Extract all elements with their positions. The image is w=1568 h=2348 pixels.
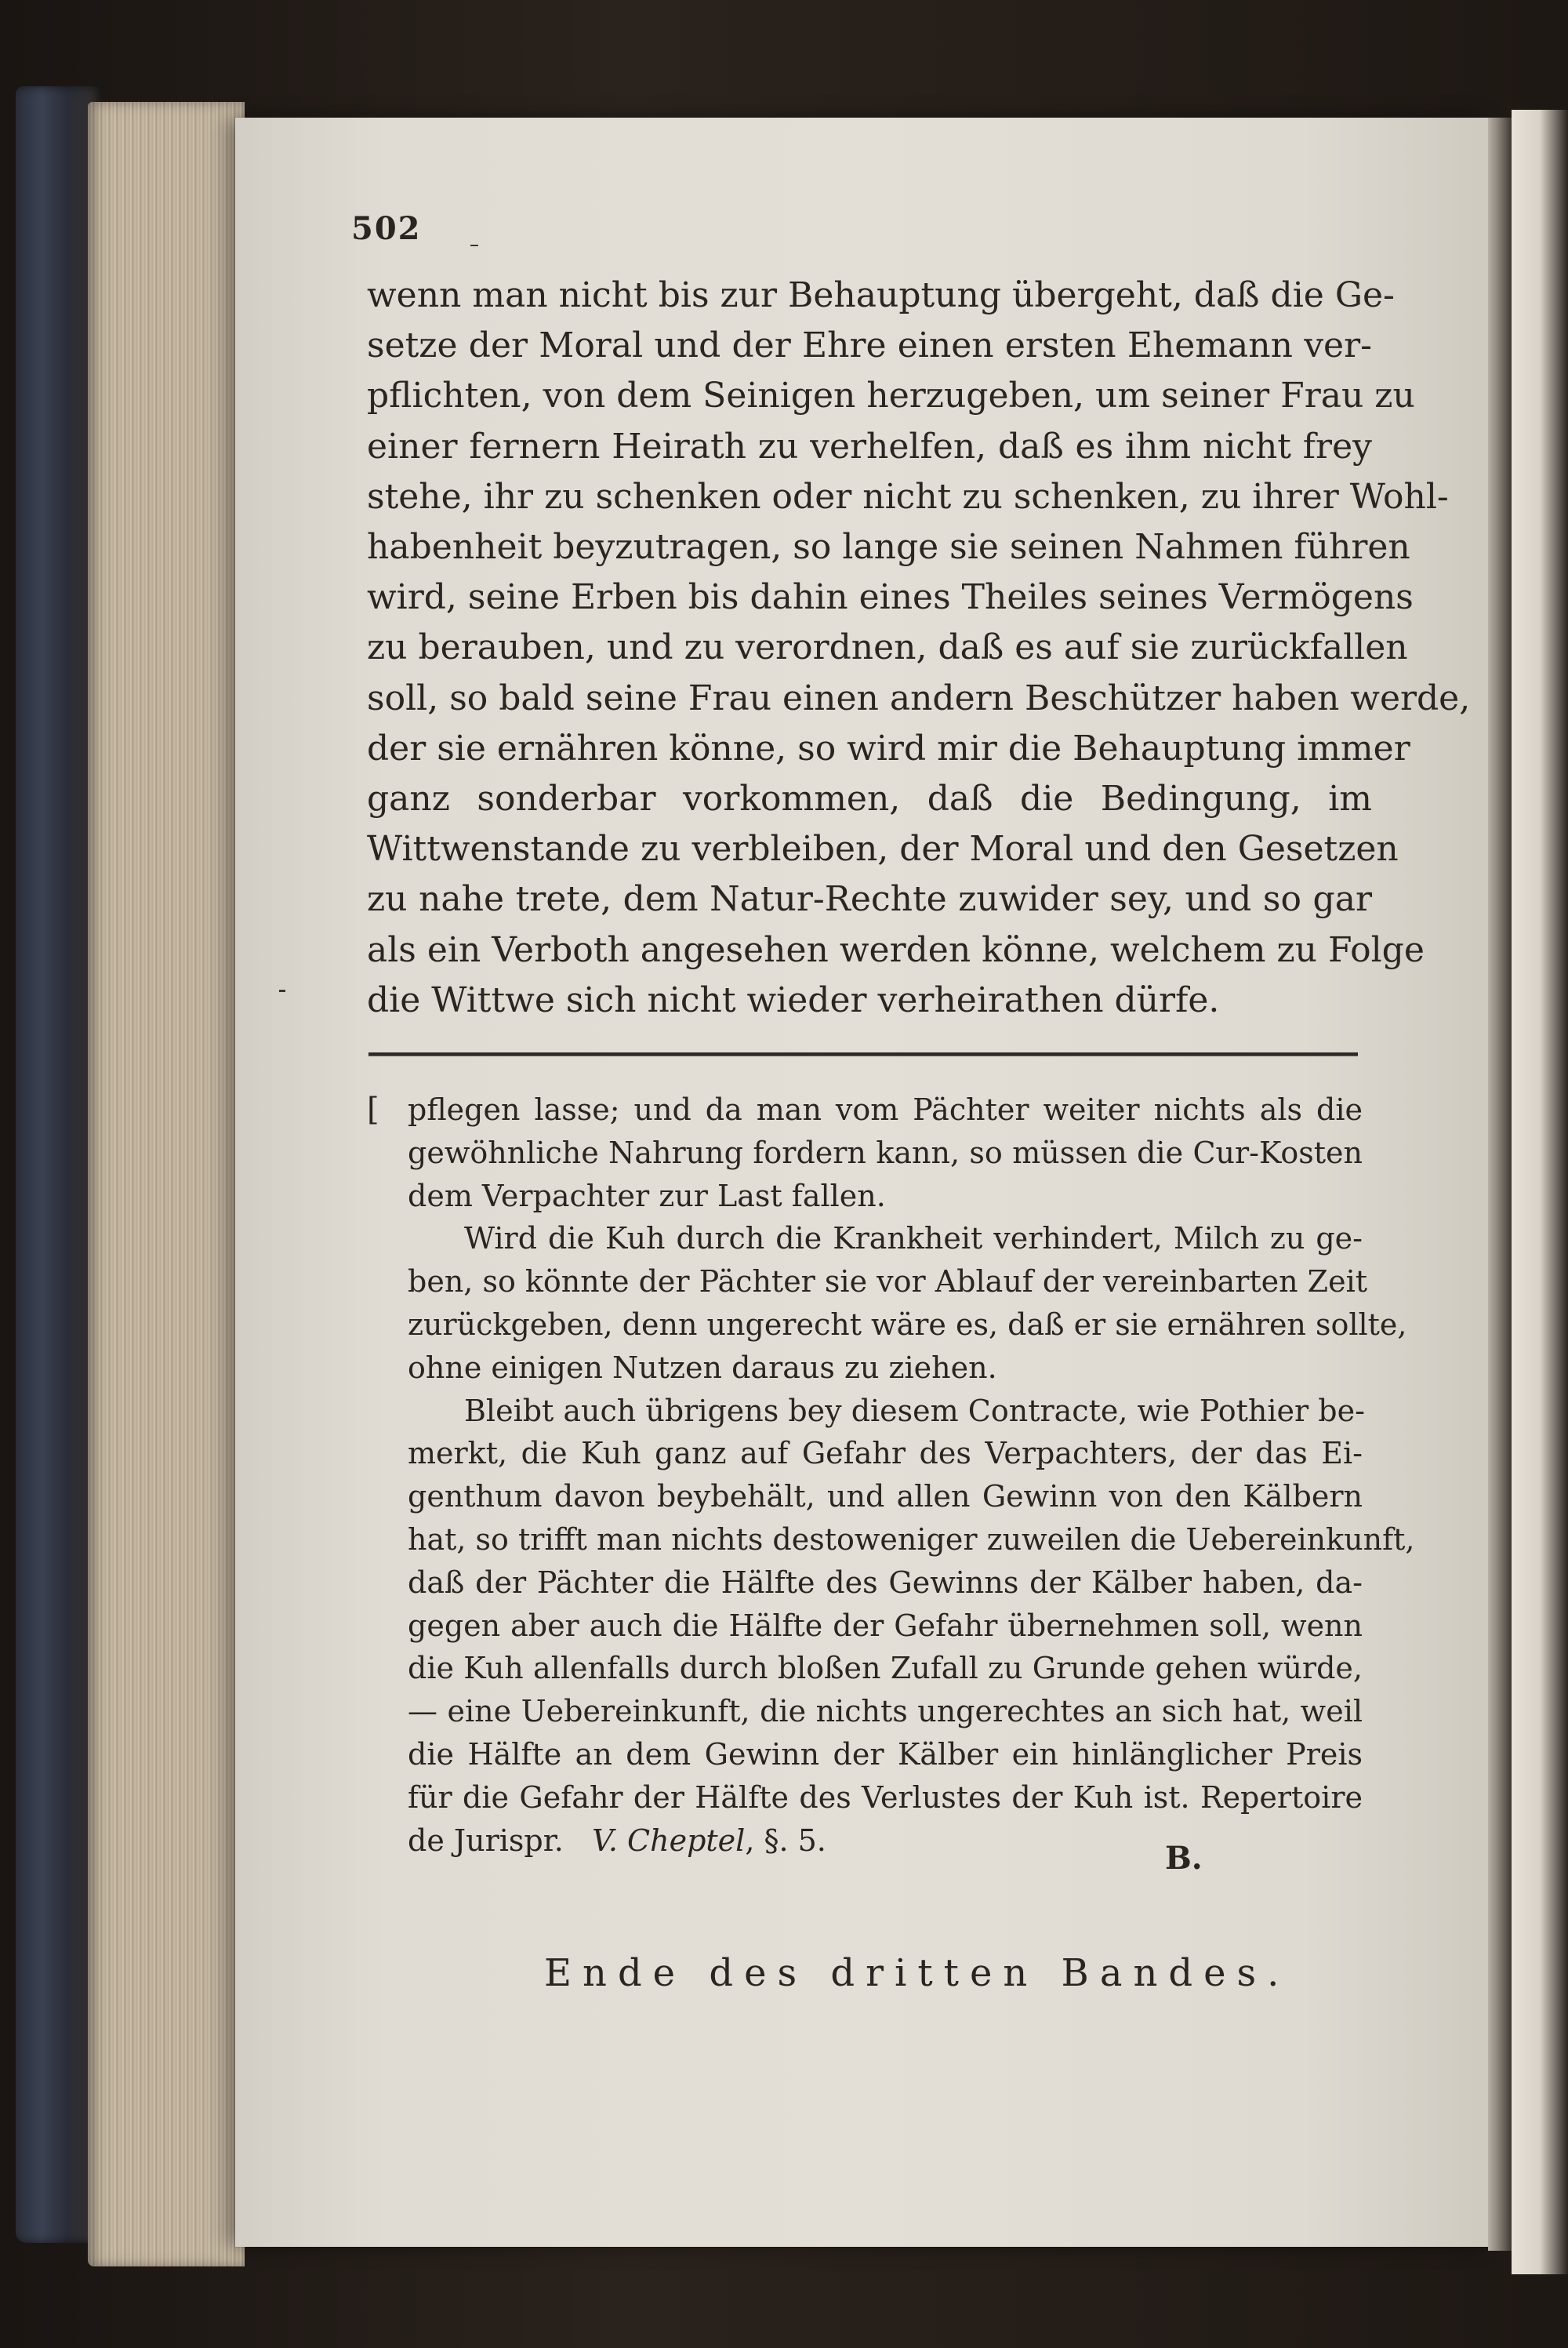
- reference-suffix: , §. 5.: [745, 1823, 826, 1858]
- footnote-line: die Kuh allenfalls durch bloßen Zufall zu Grunde gehen würde,: [408, 1651, 1363, 1686]
- footnote-line: pflegen lasse; und da man vom Pächter weiter nichts als die: [408, 1092, 1363, 1127]
- text-line: pflichten, von dem Seinigen herzugeben, um seiner Frau zu: [367, 376, 1415, 416]
- footnote-line: für die Gefahr der Hälfte des Verlustes der Kuh ist. Repertoire: [408, 1779, 1363, 1815]
- text-line: zu berauben, und zu verordnen, daß es auf sie zurückfallen: [367, 627, 1408, 668]
- text-line: die Wittwe sich nicht wieder verheirathen dürfe.: [367, 980, 1220, 1020]
- text-line: ganz sonderbar vorkommen, daß die Bedingung, im: [367, 779, 1372, 820]
- footnote-separator-rule: [368, 1052, 1358, 1056]
- next-page-edge: [1488, 118, 1512, 2251]
- margin-mark: [470, 245, 478, 246]
- footnote-line: Bleibt auch übrigens bey diesem Contracte, wie Pothier be-: [464, 1393, 1365, 1428]
- footnote-line: ben, so könnte der Pächter sie vor Ablauf der vereinbarten Zeit: [408, 1264, 1367, 1299]
- text-line: soll, so bald seine Frau einen andern Beschützer haben werde,: [367, 678, 1471, 718]
- footnote-line: gegen aber auch die Hälfte der Gefahr übernehmen soll, wenn: [408, 1608, 1363, 1643]
- footnote-line: dem Verpachter zur Last fallen.: [408, 1178, 886, 1213]
- footnote-line: hat, so trifft man nichts destoweniger zuweilen die Uebereinkunft,: [408, 1521, 1415, 1557]
- text-line: zu nahe trete, dem Natur-Rechte zuwider sey, und so gar: [367, 879, 1372, 920]
- text-line: wird, seine Erben bis dahin eines Theiles seines Vermögens: [367, 577, 1414, 618]
- footnote-line: zurückgeben, denn ungerecht wäre es, daß er sie ernähren sollte,: [408, 1307, 1407, 1342]
- footnote-line: merkt, die Kuh ganz auf Gefahr des Verpachters, der das Ei-: [408, 1436, 1363, 1471]
- main-text-block: [367, 271, 1471, 1026]
- footnote-line: die Hälfte an dem Gewinn der Kälber ein hinlänglicher Preis: [408, 1736, 1363, 1772]
- footnote-line: Wird die Kuh durch die Krankheit verhindert, Milch zu ge-: [464, 1221, 1363, 1256]
- footnote-line: genthum davon beybehält, und allen Gewinn von den Kälbern: [408, 1479, 1363, 1514]
- right-book-edge: [1512, 110, 1568, 2274]
- footnote-bracket: [: [367, 1092, 379, 1128]
- footnote-reference-line: [408, 1819, 1363, 1863]
- margin-mark: [279, 990, 285, 992]
- footnote-line: daß der Pächter die Hälfte des Gewinns der Kälber haben, da-: [408, 1565, 1363, 1600]
- reference-italic: V. Cheptel: [592, 1823, 746, 1858]
- text-line: einer fernern Heirath zu verhelfen, daß es ihm nicht frey: [367, 426, 1372, 467]
- text-line: stehe, ihr zu schenken oder nicht zu schenken, zu ihrer Wohl-: [367, 476, 1449, 517]
- footnote-line: gewöhnliche Nahrung fordern kann, so müssen die Cur-Kosten: [408, 1135, 1363, 1170]
- text-line: als ein Verboth angesehen werden könne, welchem zu Folge: [367, 929, 1425, 970]
- footnote-line: ohne einigen Nutzen daraus zu ziehen.: [408, 1350, 997, 1385]
- catchword: B.: [1165, 1840, 1203, 1877]
- text-line: der sie ernähren könne, so wird mir die Behauptung immer: [367, 728, 1410, 769]
- text-line: Wittwenstande zu verbleiben, der Moral und den Gesetzen: [367, 829, 1399, 870]
- reference-prefix: de Jurispr.: [408, 1823, 564, 1858]
- text-line: habenheit beyzutragen, so lange sie seinen Nahmen führen: [367, 527, 1410, 568]
- footnote-block: [408, 1089, 1415, 1862]
- text-line: wenn man nicht bis zur Behauptung übergeht, daß die Ge-: [367, 275, 1395, 315]
- footnote-line: — eine Uebereinkunft, die nichts ungerechtes an sich hat, weil: [408, 1694, 1363, 1729]
- text-line: setze der Moral und der Ehre einen ersten Ehemann ver-: [367, 325, 1372, 366]
- end-of-volume-title: Ende des dritten Bandes.: [544, 1951, 1290, 1995]
- page-block-edges: [88, 102, 245, 2266]
- page-number: 502: [351, 210, 422, 247]
